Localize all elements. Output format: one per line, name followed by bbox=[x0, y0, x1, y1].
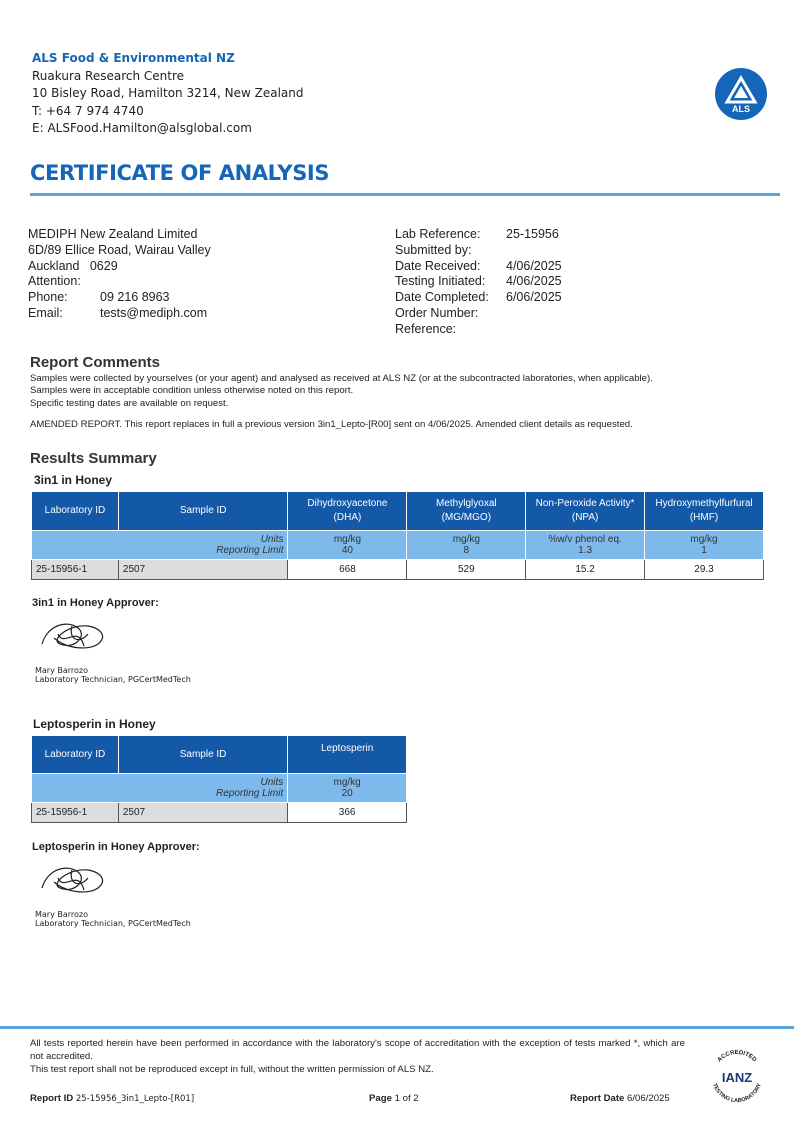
lab-address-block bbox=[32, 50, 304, 138]
col-analyte: Methylglyoxal (MG/MGO) bbox=[407, 492, 526, 531]
signature-image bbox=[38, 614, 110, 658]
units-row bbox=[32, 774, 407, 803]
value-cell: 15.2 bbox=[526, 560, 645, 580]
table-row bbox=[32, 560, 764, 580]
results-table-leptosperin bbox=[31, 735, 407, 823]
signatory-role: Laboratory Technician, PGCertMedTech bbox=[35, 919, 191, 928]
lab-detail-value: 25-15956 bbox=[506, 227, 559, 241]
phone-label: Phone: bbox=[28, 290, 68, 305]
footer-note bbox=[30, 1037, 685, 1076]
email-line: E: ALSFood.Hamilton@alsglobal.com bbox=[32, 121, 252, 135]
lab-detail-label: Testing Initiated: bbox=[395, 274, 486, 289]
lab-details bbox=[395, 227, 562, 338]
units-row bbox=[32, 531, 764, 560]
col-analyte: Leptosperin bbox=[288, 736, 407, 774]
value-cell: 366 bbox=[288, 803, 407, 823]
lab-detail-row bbox=[395, 259, 562, 275]
results-heading: Results Summary bbox=[30, 450, 157, 467]
comment-line: Samples were collected by yourselves (or your agent) and analysed as received at ALS NZ (or at the subcontracted laboratories, when applicable). bbox=[30, 373, 653, 384]
table-header-row bbox=[32, 492, 764, 531]
lab-detail-label: Date Received: bbox=[395, 258, 481, 273]
lab-detail-row bbox=[395, 290, 562, 306]
page-number: Page 1 of 2 bbox=[369, 1093, 419, 1104]
reproduction-note: This test report shall not be reproduced except in full, without the written permission of ALS NZ. bbox=[30, 1064, 434, 1075]
value-cell: 668 bbox=[288, 560, 407, 580]
client-details bbox=[28, 227, 211, 322]
logo-text: ALS bbox=[732, 104, 750, 114]
sample-id-cell: 2507 bbox=[118, 803, 287, 823]
approver-label: Leptosperin in Honey Approver: bbox=[32, 841, 200, 853]
col-analyte: Hydroxymethylfurfural (HMF) bbox=[645, 492, 764, 531]
client-phone-row bbox=[28, 290, 211, 306]
svg-text:ACCREDITED: ACCREDITED bbox=[716, 1049, 758, 1064]
units-label-cell: Units Reporting Limit bbox=[32, 774, 288, 803]
svg-text:TESTING LABORATORY: TESTING LABORATORY bbox=[711, 1082, 763, 1105]
col-sample-id: Sample ID bbox=[118, 492, 288, 531]
lab-detail-row bbox=[395, 306, 562, 322]
als-logo bbox=[715, 68, 767, 120]
col-sample-id: Sample ID bbox=[118, 736, 287, 774]
results-summary bbox=[30, 450, 157, 467]
page-title: CERTIFICATE OF ANALYSIS bbox=[30, 161, 330, 185]
col-analyte: Non-Peroxide Activity* (NPA) bbox=[526, 492, 645, 531]
lab-detail-label: Submitted by: bbox=[395, 242, 472, 257]
table-row bbox=[32, 803, 407, 823]
lab-detail-row bbox=[395, 274, 562, 290]
unit-cell: mg/kg 40 bbox=[288, 531, 407, 560]
client-name: MEDIPH New Zealand Limited bbox=[28, 227, 198, 241]
signature-image bbox=[38, 858, 110, 902]
address-line: Ruakura Research Centre bbox=[32, 68, 185, 83]
report-id: Report ID 25-15956_3in1_Lepto-[R01] bbox=[30, 1093, 195, 1104]
attention-label: Attention: bbox=[28, 274, 81, 289]
report-comments bbox=[30, 354, 653, 410]
client-phone: 09 216 8963 bbox=[100, 290, 170, 305]
value-cell: 29.3 bbox=[645, 560, 764, 580]
amended-note: AMENDED REPORT. This report replaces in full a previous version 3in1_Lepto-[R00] sent on 4/06/2025. Amended client details as requested. bbox=[30, 419, 633, 430]
lab-detail-row bbox=[395, 243, 562, 259]
lab-id-cell: 25-15956-1 bbox=[32, 560, 119, 580]
address-line: 10 Bisley Road, Hamilton 3214, New Zealand bbox=[32, 86, 304, 100]
lab-detail-value: 4/06/2025 bbox=[506, 258, 562, 273]
sample-id-cell: 2507 bbox=[118, 560, 288, 580]
lab-detail-row bbox=[395, 322, 562, 338]
comment-line: Specific testing dates are available on request. bbox=[30, 397, 229, 409]
table1-title: 3in1 in Honey bbox=[34, 473, 113, 487]
als-logo-icon bbox=[715, 68, 767, 120]
ianz-mark: IANZ bbox=[721, 1070, 753, 1085]
signatory-role: Laboratory Technician, PGCertMedTech bbox=[35, 675, 191, 684]
unit-cell: %w/v phenol eq. 1.3 bbox=[526, 531, 645, 560]
value-cell: 529 bbox=[407, 560, 526, 580]
lab-detail-label: Lab Reference: bbox=[395, 227, 481, 241]
report-date: Report Date 6/06/2025 bbox=[570, 1093, 670, 1104]
lab-detail-label: Order Number: bbox=[395, 305, 479, 320]
lab-detail-label: Date Completed: bbox=[395, 290, 489, 305]
ianz-accreditation-icon bbox=[706, 1046, 768, 1108]
col-lab-id: Laboratory ID bbox=[32, 492, 119, 531]
comment-line: Samples were in acceptable condition unless otherwise noted on this report. bbox=[30, 385, 354, 397]
unit-cell: mg/kg 20 bbox=[288, 774, 407, 803]
lab-company-name: ALS Food & Environmental NZ bbox=[32, 51, 235, 65]
signatory-block bbox=[35, 666, 191, 684]
client-address-line: 6D/89 Ellice Road, Wairau Valley bbox=[28, 242, 211, 257]
accreditation-note: All tests reported herein have been performed in accordance with the laboratory's scope of accreditation with the exception of tests marked *, which are not accredited. bbox=[30, 1038, 685, 1062]
table-header-row bbox=[32, 736, 407, 774]
comments-heading: Report Comments bbox=[30, 354, 161, 371]
phone-line: T: +64 7 974 4740 bbox=[32, 103, 144, 118]
lab-detail-value: 4/06/2025 bbox=[506, 274, 562, 289]
col-lab-id: Laboratory ID bbox=[32, 736, 119, 774]
client-email-row bbox=[28, 306, 211, 322]
title-divider bbox=[30, 193, 780, 196]
lab-detail-row bbox=[395, 227, 562, 243]
units-label-cell: Units Reporting Limit bbox=[32, 531, 288, 560]
comments-text bbox=[30, 373, 653, 410]
signatory-name: Mary Barrozo bbox=[35, 910, 89, 919]
table2-title: Leptosperin in Honey bbox=[33, 717, 156, 731]
email-label: Email: bbox=[28, 305, 63, 320]
unit-cell: mg/kg 1 bbox=[645, 531, 764, 560]
unit-cell: mg/kg 8 bbox=[407, 531, 526, 560]
client-address-line: Auckland 0629 bbox=[28, 258, 118, 273]
results-table-3in1 bbox=[31, 491, 764, 580]
client-email: tests@mediph.com bbox=[100, 305, 208, 320]
approver-label: 3in1 in Honey Approver: bbox=[32, 597, 159, 609]
lab-id-cell: 25-15956-1 bbox=[32, 803, 119, 823]
footer-divider bbox=[0, 1026, 794, 1029]
signatory-block bbox=[35, 910, 191, 928]
lab-detail-label: Reference: bbox=[395, 321, 457, 336]
lab-detail-value: 6/06/2025 bbox=[506, 290, 562, 305]
col-analyte: Dihydroxyacetone (DHA) bbox=[288, 492, 407, 531]
signatory-name: Mary Barrozo bbox=[35, 666, 89, 675]
